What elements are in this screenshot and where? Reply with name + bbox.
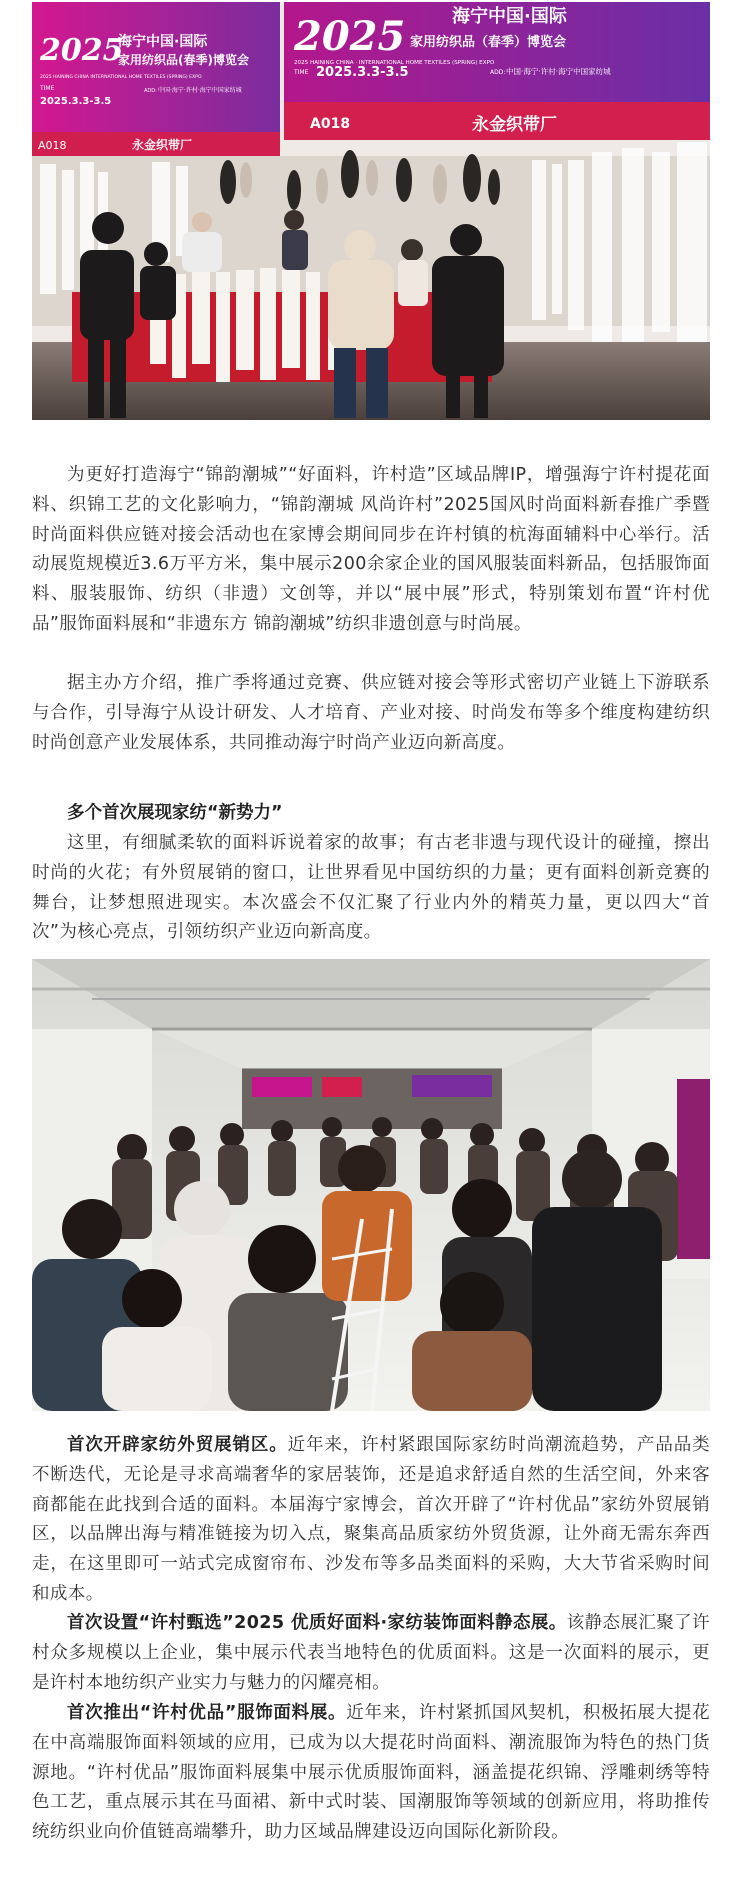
banner-right-booth-number: A018 xyxy=(310,116,351,132)
banner-left-date: 2025.3.3-3.5 xyxy=(40,96,112,107)
export-zone-paragraph xyxy=(32,1431,710,1610)
section-heading: 多个首次展现家纺“新势力” xyxy=(67,803,283,823)
banner-left-title-2: 家用纺织品(春季)博览会 xyxy=(118,53,249,67)
banner-right-title-2: 家用纺织品（春季）博览会 xyxy=(410,35,567,50)
banner-right-year: 2025 xyxy=(294,13,406,60)
banner-left-title-1: 海宁中国·国际 xyxy=(118,34,208,50)
crowd-photo xyxy=(32,959,710,1411)
banner-left-address-label: ADD: xyxy=(144,88,157,94)
banner-left-booth-number: A018 xyxy=(38,139,67,152)
intro-paragraph: 为更好打造海宁“锦韵潮城”“好面料，许村造”区域品牌IP，增强海宁许村提花面料、织锦工艺的文化影响力，“锦韵潮城 风尚许村”2025国风时尚面料新春推广季暨时尚面料供应链对接会活动也在家博会期间同步在许村镇的杭海面辅料中心举行。活动展览规模近3.6万平方米，集中展示200余家企业的国风服装面料新品，包括服饰面料、服装服饰、纺织（非遗）文创等，并以“展中展”形式，特别策划布置“许村优品”服饰面料展和“非遗东方 锦韵潮城”纺织非遗创意与时尚展。 xyxy=(32,465,710,634)
banner-left-subtitle: 2025 HAINING CHINA INTERNATIONAL HOME TEXTILES (SPRING) EXPO xyxy=(40,75,202,80)
fabric-show-paragraph xyxy=(32,1699,710,1848)
static-exhibit-paragraph xyxy=(32,1609,710,1698)
banner-left-date-label: TIME xyxy=(40,85,55,92)
banner-right-subtitle: 2025 HAINING CHINA · INTERNATIONAL HOME TEXTILES (SPRING) EXPO xyxy=(294,60,495,66)
banner-right-date-label: TIME xyxy=(294,69,309,76)
banner-left-address: 中国·海宁·许村·海宁中国家纺城 xyxy=(158,87,242,94)
banner-right-booth-name: 永金织带厂 xyxy=(472,115,557,135)
booth-photo-drawing xyxy=(32,2,710,420)
static-exhibit-lead: 首次设置“许村甄选”2025 优质好面料·家纺装饰面料静态展。 xyxy=(67,1613,567,1633)
booth-photo xyxy=(32,2,710,420)
banner-right-address: 中国·海宁·许村·海宁中国家纺城 xyxy=(506,67,611,76)
highlights-paragraph: 这里，有细腻柔软的面料诉说着家的故事；有古老非遗与现代设计的碰撞，擦出时尚的火花；有外贸展销的窗口，让世界看见中国纺织的力量；更有面料创新竞赛的舞台，让梦想照进现实。本次盛会不仅汇聚了行业内外的精英力量，更以四大“首次”为核心亮点，引领纺织产业迈向新高度。 xyxy=(32,833,710,943)
banner-right-address-label: ADD: xyxy=(490,69,506,76)
crowd-photo-drawing xyxy=(32,959,710,1411)
banner-left-booth-name: 永金织带厂 xyxy=(132,138,193,152)
export-zone-body: 近年来，许村紧跟国际家纺时尚潮流趋势，产品品类不断迭代，无论是寻求高端奢华的家居装饰，还是追求舒适自然的生活空间，外来客商都能在此找到合适的面料。本届海宁家博会，首次开辟了“许村优品”家纺外贸展销区，以品牌出海与精准链接为切入点，聚集高品质家纺外贸货源，让外商无需东奔西走，在这里即可一站式完成窗帘布、沙发布等多品类面料的采购，大大节省采购时间和成本。 xyxy=(32,1435,710,1604)
fabric-show-body: 近年来，许村紧抓国风契机，积极拓展大提花在中高端服饰面料领域的应用，已成为以大提花时尚面料、潮流服饰为特色的热门货源地。“许村优品”服饰面料展集中展示优质服饰面料，涵盖提花织锦、浮雕刺绣等特色工艺，重点展示其在马面裙、新中式时装、国潮服饰等领域的创新应用，将助推传统纺织业向价值链高端攀升，助力区域品牌建设迈向国际化新阶段。 xyxy=(32,1703,710,1843)
export-zone-lead: 首次开辟家纺外贸展销区。 xyxy=(67,1435,288,1455)
static-exhibit-body: 该静态展汇聚了许村众多规模以上企业，集中展示代表当地特色的优质面料。这是一次面料的展示，更是许村本地纺织产业实力与魅力的闪耀亮相。 xyxy=(32,1613,710,1693)
organizer-paragraph: 据主办方介绍，推广季将通过竞赛、供应链对接会等形式密切产业链上下游联系与合作，引导海宁从设计研发、人才培育、产业对接、时尚发布等多个维度构建纺织时尚创意产业发展体系，共同推动海宁时尚产业迈向新高度。 xyxy=(32,673,710,753)
banner-left-year: 2025 xyxy=(40,33,124,68)
banner-right-date: 2025.3.3-3.5 xyxy=(316,65,409,80)
banner-right-title-1: 海宁中国·国际 xyxy=(452,6,567,27)
fabric-show-lead: 首次推出“许村优品”服饰面料展。 xyxy=(67,1703,347,1723)
